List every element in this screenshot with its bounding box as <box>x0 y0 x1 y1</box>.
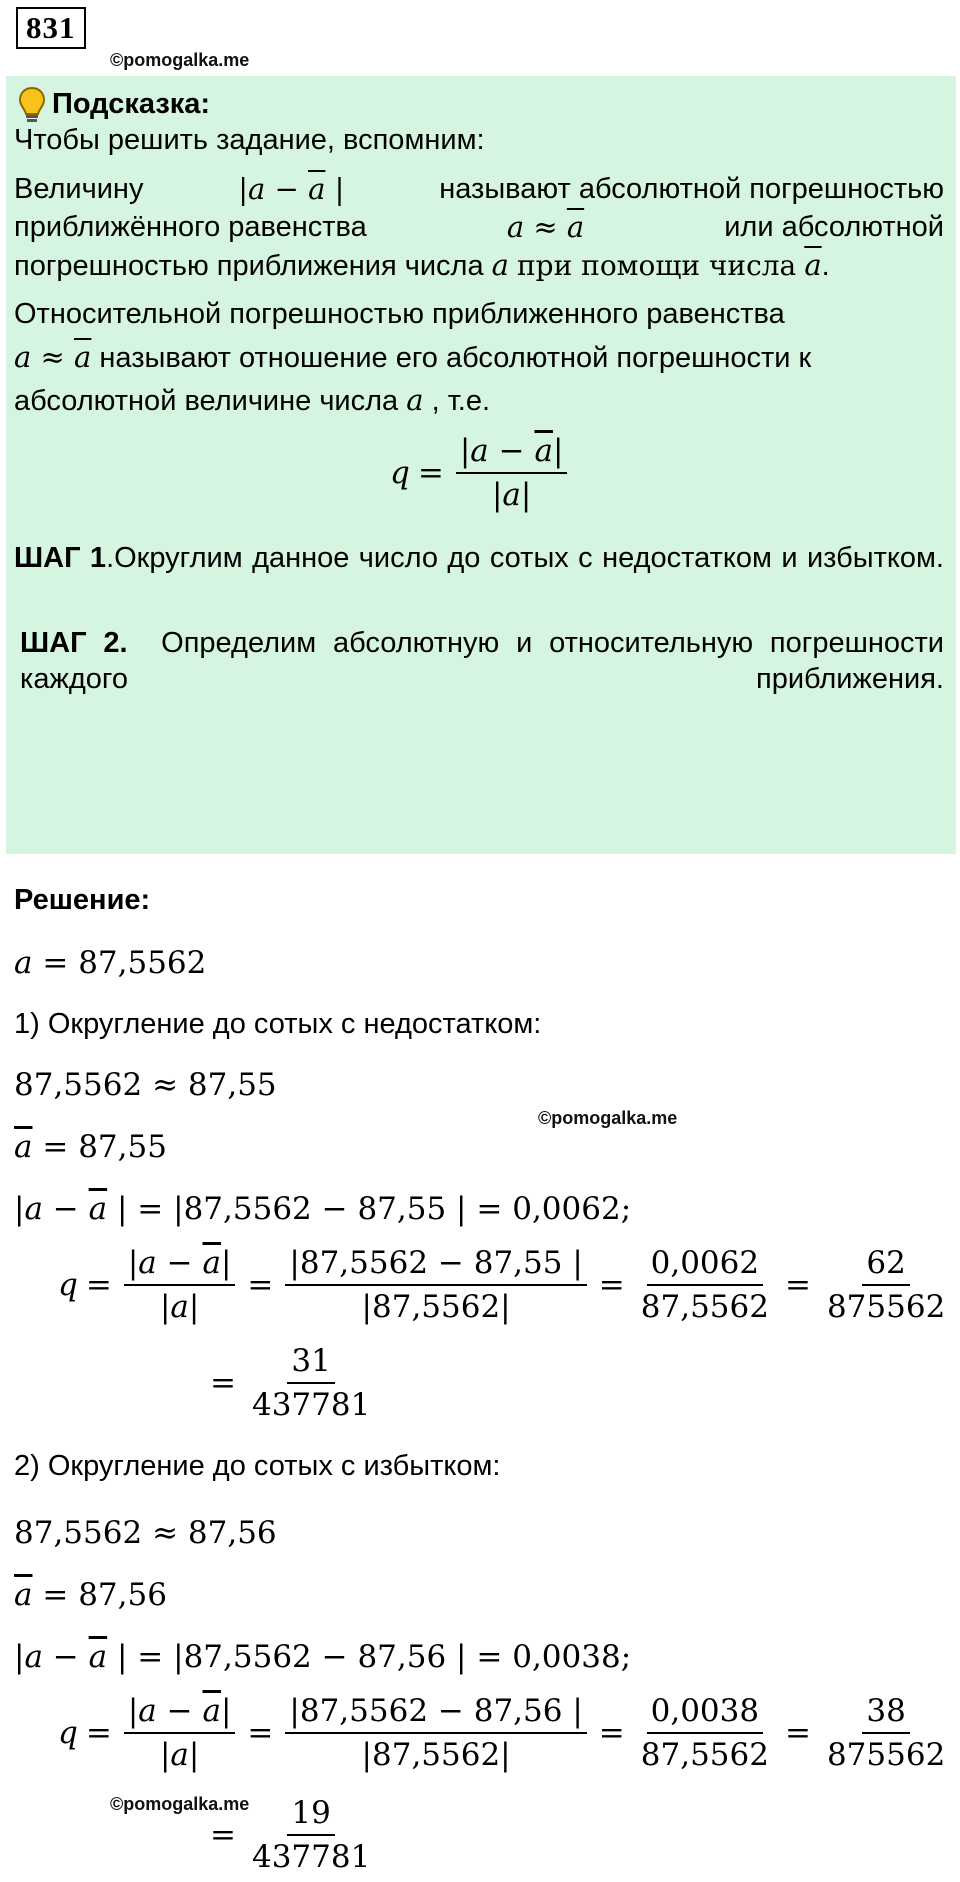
abs-error-line-2 <box>14 209 944 245</box>
watermark-mid: ©pomogalka.me <box>538 1108 678 1128</box>
case-1-final: = $\frac{31}{437781}$ <box>210 1343 371 1423</box>
case-1-abar: $\overline{a} = 87,55$ <box>14 1129 167 1165</box>
step-2: ШАГ 2. Определим абсолютную и относительную погрешности каждого приближения. <box>20 627 944 695</box>
rel-error-line-1: Относительной погрешностью приближенного равенства <box>14 298 785 330</box>
abs-error-expr: $|a - \overline{a}$ | <box>238 172 345 206</box>
step-1: ШАГ 1.Округлим данное число до сотых с недостатком и избытком. <box>14 542 944 574</box>
problem-number: 831 <box>16 7 86 49</box>
a-value-line: a = 87,5562 <box>14 945 207 981</box>
rel-error-line-2: $a \approx \overline{a}$ называют отношение его абсолютной погрешности к <box>14 340 812 374</box>
case-2-heading: 2) Округление до сотых с избытком: <box>14 1450 501 1482</box>
case-1-q-formula: q = $\frac{|a - \overline{a}|}{|a|}$ = $\frac{|87,5562 - 87,55 |}{|87,5562|}$ = $\frac{0,0062}{87,5562}$ = $\frac{62}{875562}$ <box>58 1245 946 1325</box>
rel-error-line-3: абсолютной величине числа a , т.е. <box>14 383 491 417</box>
case-2-abs-error: $|a - \overline{a}$ | = |87,5562 − 87,56 | = 0,0038; <box>14 1639 632 1675</box>
abs-error-line-1 <box>14 171 944 207</box>
case-2-q-formula: q = $\frac{|a - \overline{a}|}{|a|}$ = $\frac{|87,5562 - 87,56 |}{|87,5562|}$ = $\frac{0,0038}{87,5562}$ = $\frac{38}{875562}$ <box>58 1693 946 1773</box>
case-1-abs-error: $|a - \overline{a}$ | = |87,5562 − 87,55 | = 0,0062; <box>14 1191 632 1227</box>
hint-title: Подсказка: <box>52 88 211 120</box>
case-2-approx: 87,5562 ≈ 87,56 <box>14 1515 277 1551</box>
abs-error-line-3: погрешностью приближения числа a при помощи числа $\overline{a}$. <box>14 248 830 282</box>
abs-line2-prefix: приближённого равенства <box>14 211 367 243</box>
watermark-top: ©pomogalka.me <box>110 50 250 70</box>
case-1-heading: 1) Округление до сотых с недостатком: <box>14 1008 542 1040</box>
q-formula: q = $\frac{|a - \overline{a}|}{|a|}$ <box>390 432 571 514</box>
approx-equality: $a \approx \overline{a}$ <box>506 210 585 244</box>
case-1-approx: 87,5562 ≈ 87,55 <box>14 1067 277 1103</box>
abs-line1-prefix: Величину <box>14 173 144 205</box>
abs-line1-suffix: называют абсолютной погрешностью <box>439 173 944 205</box>
case-2-abar: $\overline{a} = 87,56$ <box>14 1577 167 1613</box>
solution-title: Решение: <box>14 884 151 916</box>
hint-intro: Чтобы решить задание, вспомним: <box>14 124 485 156</box>
abs-line2-suffix: или абсолютной <box>724 211 944 243</box>
case-2-final: = $\frac{19}{437781}$ <box>210 1795 371 1875</box>
watermark-bottom: ©pomogalka.me <box>110 1794 250 1814</box>
